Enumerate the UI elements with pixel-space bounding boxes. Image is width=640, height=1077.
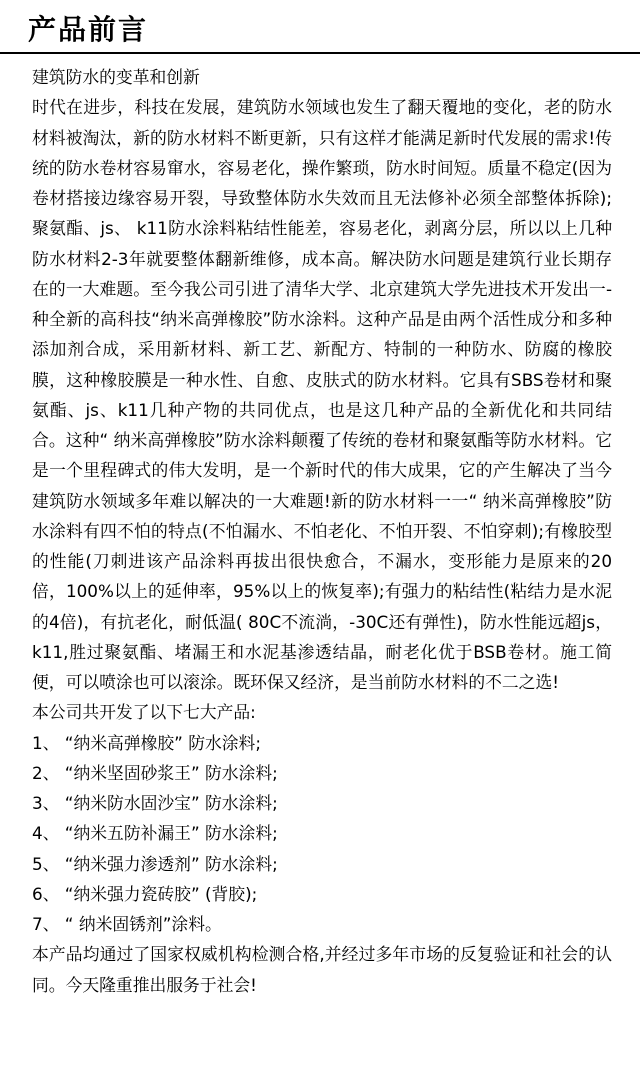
closing-paragraph: 本产品均通过了国家权威机构检测合格,并经过多年市场的反复验证和社会的认同。今天隆重推出服务于社会! — [32, 944, 612, 995]
product-list — [32, 728, 612, 940]
product-item: 2、 “纳米坚固砂浆王” 防水涂料; — [32, 762, 278, 783]
article-body — [32, 62, 612, 1000]
product-item: 1、 “纳米高弹橡胶” 防水涂料; — [32, 732, 261, 753]
product-item: 3、 “纳米防水固沙宝” 防水涂料; — [32, 793, 278, 813]
product-item: 5、 “纳米强力渗透剂” 防水涂料; — [32, 853, 278, 874]
title-divider — [0, 52, 640, 54]
product-item: 6、 “纳米强力瓷砖胶” (背胶); — [32, 883, 258, 904]
page-title: 产品前言 — [28, 13, 149, 46]
article-subtitle: 建筑防水的变革和创新 — [32, 67, 200, 87]
header — [28, 10, 148, 50]
products-intro: 本公司共开发了以下七大产品: — [32, 702, 256, 723]
product-item: 4、 “纳米五防补漏王” 防水涂料; — [32, 823, 278, 844]
product-item: 7、 “ 纳米固锈剂”涂料。 — [32, 914, 222, 934]
article-paragraph: 时代在进步，科技在发展，建筑防水领域也发生了翻天覆地的变化，老的防水材料被淘汰，新的防水材料不断更新，只有这样才能满足新时代发展的需求!传统的防水卷材容易窜水，容易老化，操作繁琐，防水时间短。质量不稳定(因为卷材搭接边缘容易开裂，导致整体防水失效而且无法修补必须全部整体拆除);聚氨酯、js、 k11防水涂料粘结性能差，容易老化，剥离分层，所以以上几种防水材料2-3年就要整体翻新维修，成本高。解决防水问题是建筑行业长期存在的一大难题。至今我公司引进了清华大学、北京建筑大学先进技术开发出一-种全新的高科技“纳米高弹橡胶”防水涂料。这种产品是由两个活性成分和多种添加剂合成，采用新材料、新工艺、新配方、特制的一种防水、防腐的橡胶膜，这种橡胶膜是一种水性、自愈、皮肤式的防水材料。它具有SBS卷材和聚氨酯、js、k11几种产物的共同优点，也是这几种产品的全新优化和共同结合。这种“ 纳米高弹橡胶”防水涂料颠覆了传统的卷材和聚氨酯等防水材料。它是一个里程碑式的伟大发明，是一个新时代的伟大成果，它的产生解决了当今建筑防水领域多年难以解决的一大难题!新的防水材料一一“ 纳米高弹橡胶”防水涂料有四不怕的特点(不怕漏水、不怕老化、不怕开裂、不怕穿刺);有橡胶型的性能(刀刺进该产品涂料再拔出很快愈合，不漏水，变形能力是原来的20倍，100%以上的延伸率，95%以上的恢复率);有强力的粘结性(粘结力是水泥的4倍)，有抗老化，耐低温( 80C不流淌，-30C还有弹性)，防水性能远超js，k11,胜过聚氨酯、堵漏王和水泥基渗透结晶，耐老化优于BSB卷材。施工简便，可以喷涂也可以滚涂。既环保又经济，是当前防水材料的不二之选! — [32, 97, 612, 692]
